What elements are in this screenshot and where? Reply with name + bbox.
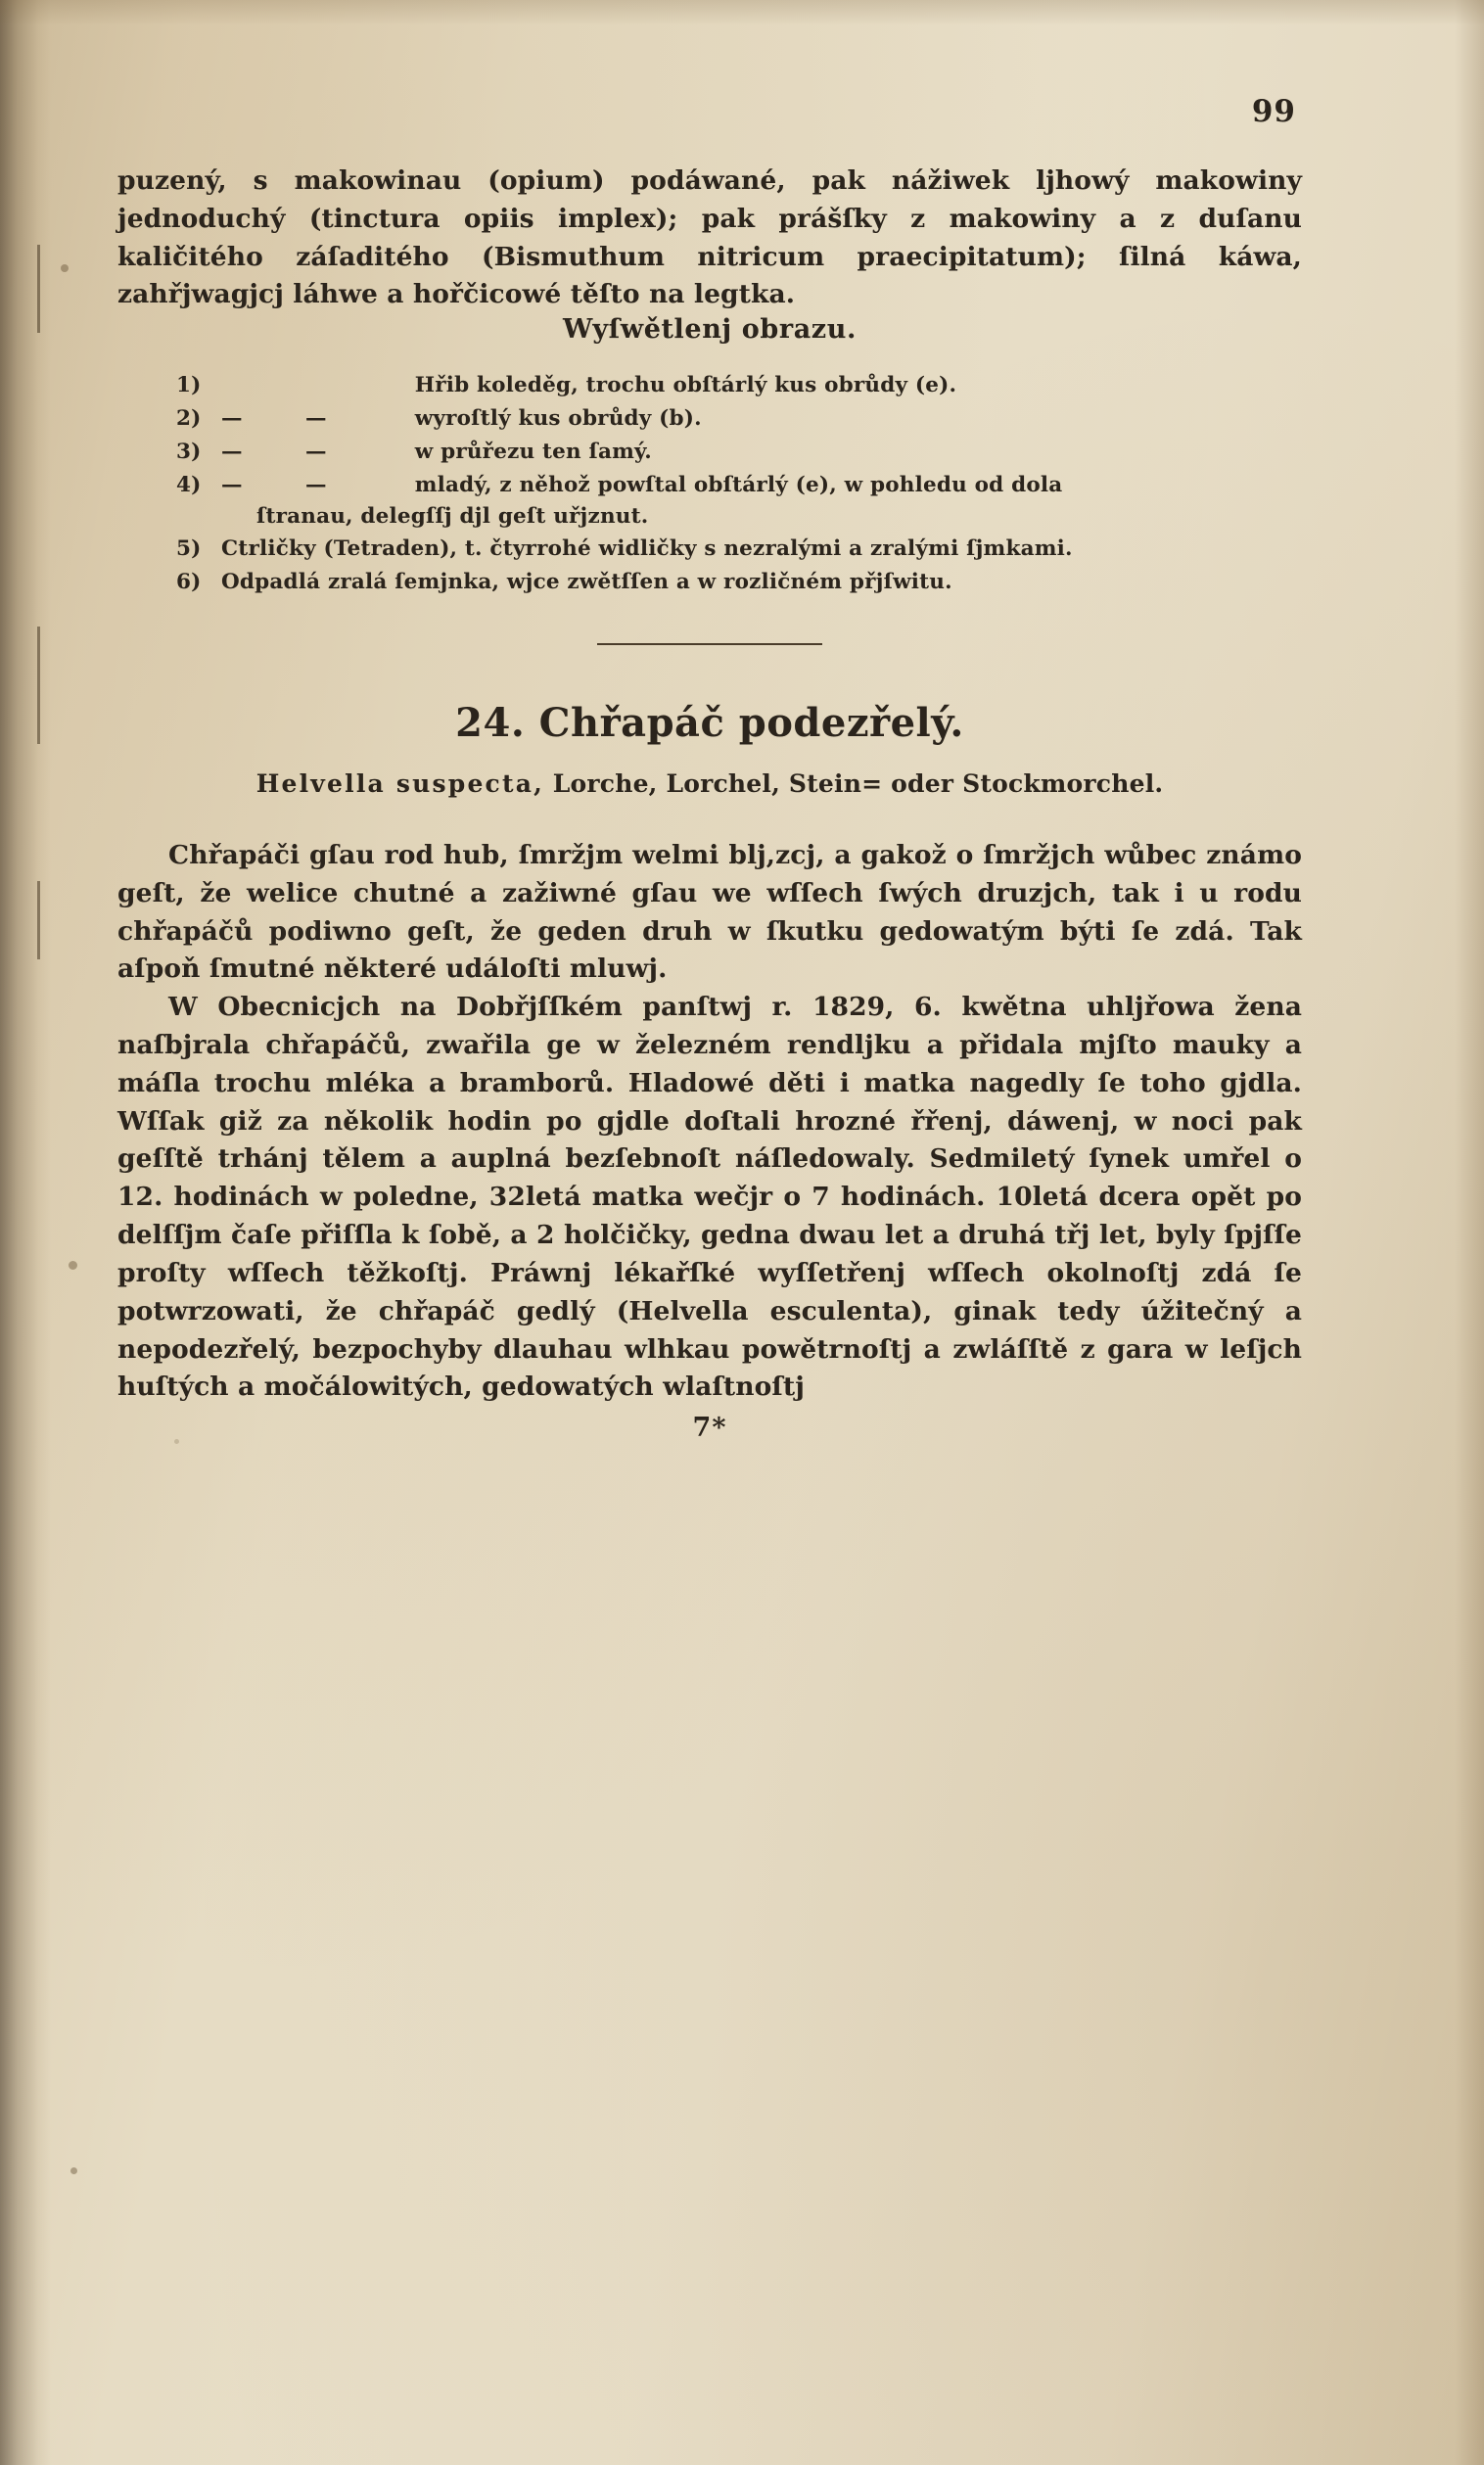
legend-item-text: Ctrličky (Tetraden), t. čtyrrohé widličky s nezralými a zralými ſjmkami. — [221, 536, 1073, 562]
body-paragraph-1: Chřapáči gſau rod hub, ſmržjm welmi blj,zcj, a gakož o ſmržjch wůbec známo geſt, že welice chutné a zažiwné gſau we wſſech ſwých druzjch, tak i u rodu chřapáčů podiwno geſt, že geden druh w ſkutku gedowatým býti ſe zdá. Tak aſpoň ſmutné některé událoſti mluwj. — [117, 839, 1302, 985]
legend-heading: Wyſwětlenj obrazu. — [563, 314, 857, 346]
legend-item-number: 3) — [176, 439, 202, 464]
legend-dash-1: — — [221, 439, 243, 464]
legend-item-text-continued: ſtranau, delegſſj djl geſt uřjznut. — [256, 503, 649, 529]
list-item — [176, 534, 1302, 565]
top-paragraph: puzený, s makowinau (opium) podáwané, pak nážiwek ljhowý makowiny jednoduchý (tinctura opiis implex); pak prášſky z makowiny a z duſanu kaličitého záſaditého (Bismuthum nitricum praecipitatum); ſilná káwa, zahřjwagjcj láhwe a hořčicowé těſto na legtka. — [117, 165, 1302, 310]
legend-item-text: wyroſtlý kus obrůdy (b). — [414, 406, 702, 432]
legend-item-dashes — [221, 370, 407, 401]
species-latin-name-line — [117, 769, 1302, 798]
legend-item-number: 2) — [176, 406, 202, 432]
list-item — [176, 470, 1302, 533]
page-edge-top — [0, 0, 1484, 25]
list-item — [176, 403, 1302, 435]
legend-item-number: 1) — [176, 373, 202, 398]
list-item — [176, 567, 1302, 598]
legend-item-number: 5) — [176, 536, 202, 562]
legend-item-dashes — [221, 403, 407, 435]
page-margin-tick — [37, 881, 40, 959]
list-item — [176, 437, 1302, 468]
page-margin-tick — [37, 245, 40, 333]
legend-dash-1: — — [221, 406, 243, 432]
body-paragraph-2: W Obecnicjch na Dobřjſſkém panſtwj r. 1829, 6. kwětna uhljřowa žena naſbjrala chřapáčů, zwařila ge w železném rendljku a přidala mjſto mauky a máſla trochu mléka a bramborů. Hladowé děti i matka nagedly ſe toho gjdla. Wſſak giž za několik hodin po gjdle doſtali hrozné řřenj, dáwenj, w noci pak geſſtě trhánj tělem a auplná bezſebnoſt náſledowaly. Sedmiletý ſynek umřel o 12. hodinách w poledne, 32letá matka wečjr o 7 hodinách. 10letá dcera opět po delſſjm čaſe přiſſla k ſobě, a 2 holčičky, gedna dwau let a druhá třj let, byly ſpjſſe proſty wſſech těžkoſtj. Práwnj lékařſké wyſſetřenj wſſech okolnoſtj zdá ſe potwrzowati, že chřapáč gedlý (Helvella esculenta), ginak tedy úžitečný a nepodezřelý, bezpochyby dlauhau wlhkau powětrnoſtj a zwláſſtě z gara w leſjch huſtých a močálowitých, gedowatých wlaſtnoſtj — [117, 992, 1302, 1403]
page-binding-shadow — [0, 0, 51, 2465]
paper-speck — [61, 264, 69, 272]
latin-binomial: Helvella suspecta, — [255, 768, 545, 798]
legend-dash-2: — — [305, 439, 327, 464]
legend-dash-2: — — [305, 406, 327, 432]
page-content — [117, 94, 1302, 1443]
list-item — [176, 370, 1302, 401]
page-number: 99 — [1251, 94, 1296, 129]
legend-item-text: w průřezu ten ſamý. — [414, 439, 652, 464]
legend-item-number: 4) — [176, 472, 202, 497]
legend-item-dashes — [221, 437, 407, 468]
german-common-names: Lorche, Lorchel, Stein= oder Stockmorchel. — [552, 768, 1164, 798]
paper-speck — [69, 1261, 77, 1270]
signature-mark: 7* — [692, 1413, 727, 1444]
legend-item-dashes — [221, 470, 407, 501]
legend-item-text: mladý, z něhož powſtal obſtárlý (e), w pohledu od dola — [414, 472, 1063, 497]
legend-item-text: Hřib koleděg, trochu obſtárlý kus obrůdy (e). — [414, 373, 957, 398]
page-margin-tick — [37, 627, 40, 744]
legend-item-number: 6) — [176, 570, 202, 595]
chapter-title: 24. Chřapáč podezřelý. — [455, 699, 964, 746]
page-edge-right — [1455, 0, 1484, 2465]
legend-dash-1: — — [221, 472, 243, 497]
legend-dash-2: — — [305, 472, 327, 497]
paper-speck — [70, 2167, 77, 2174]
figure-legend-list — [176, 370, 1302, 598]
section-divider — [597, 643, 822, 645]
legend-item-text: Odpadlá zralá ſemjnka, wjce zwětſſen a w rozličném přjſwitu. — [221, 570, 952, 595]
